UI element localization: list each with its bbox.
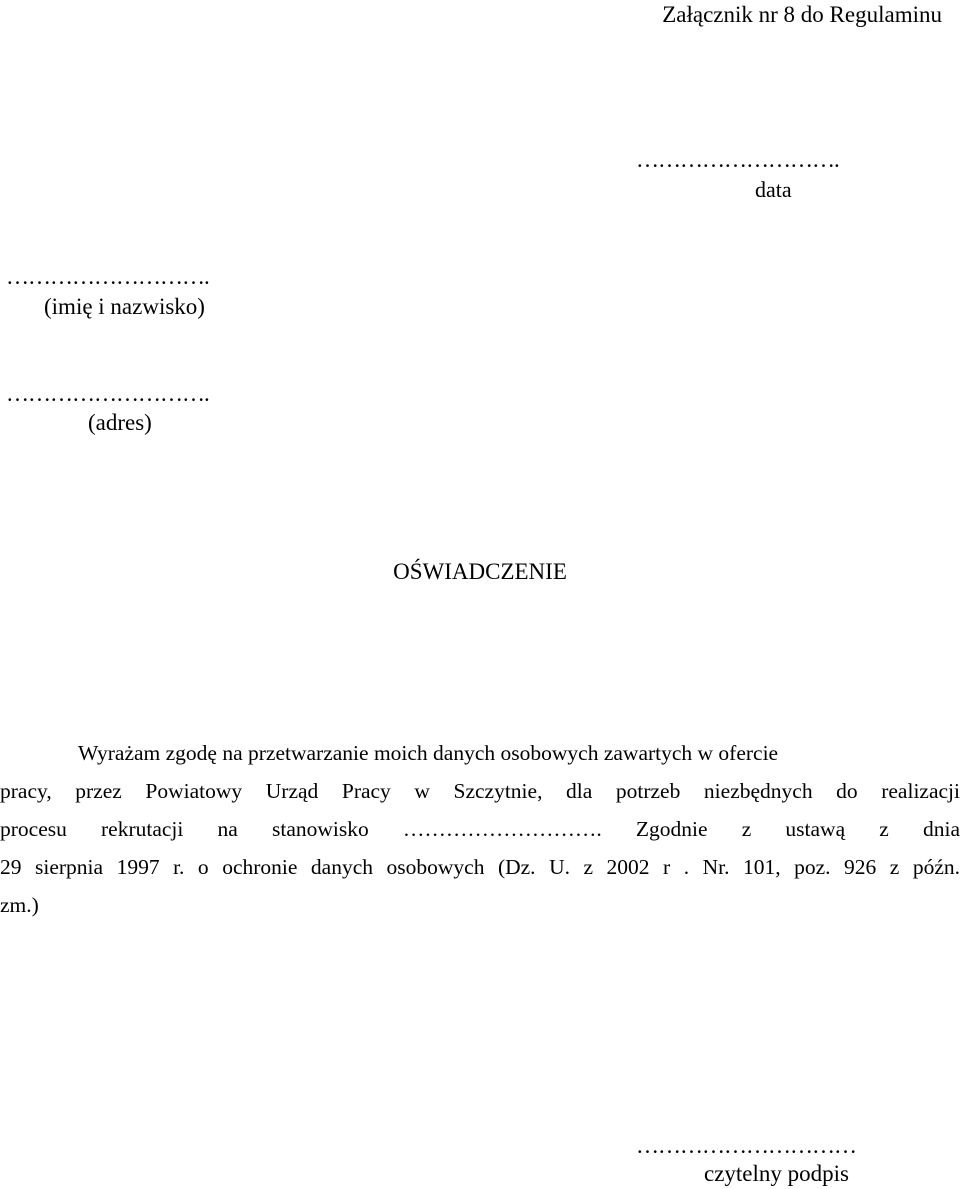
statement-paragraph [0,734,960,924]
document-title: OŚWIADCZENIE [393,559,567,584]
address-placeholder-dots: ………………………. [6,381,209,406]
signature-placeholder-dots: ………………………… [636,1133,856,1158]
name-label: (imię i nazwisko) [44,294,205,319]
annex-heading: Załącznik nr 8 do Regulaminu [662,2,942,27]
statement-line-2: pracy, przez Powiatowy Urząd Pracy w Szczytnie, dla potrzeb niezbędnych do realizacji [0,779,960,803]
statement-line-5: zm.) [0,893,39,917]
address-label: (adres) [88,410,152,435]
date-label: data [755,177,792,202]
statement-line-3: procesu rekrutacji na stanowisko ………………………. Zgodnie z ustawą z dnia [0,817,960,841]
name-placeholder-dots: ………………………. [6,264,209,289]
signature-label: czytelny podpis [704,1161,849,1186]
statement-line-4: 29 sierpnia 1997 r. o ochronie danych osobowych (Dz. U. z 2002 r . Nr. 101, poz. 926 z późn. [0,855,960,879]
date-placeholder-dots: ………………………. [636,147,839,172]
statement-line-1: Wyrażam zgodę na przetwarzanie moich danych osobowych zawartych w ofercie [78,741,779,765]
